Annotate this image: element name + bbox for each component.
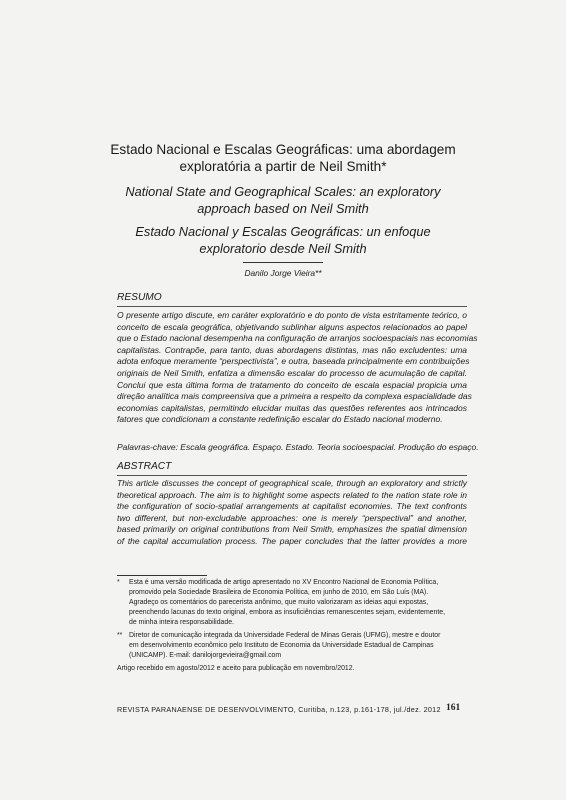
footnote-2	[117, 631, 467, 661]
author-divider	[243, 262, 323, 263]
footnote-line: Agradeço os comentários do parecerista anônimo, que muito valorizaram as ideias aqui expostas,	[129, 599, 429, 606]
footnote-line: Diretor de comunicação integrada da Universidade Federal de Minas Gerais (UFMG), mestre e doutor	[129, 632, 441, 639]
footnote-1	[117, 578, 467, 628]
resumo-line: capitalistas. Contrapõe, para tanto, duas abordagens distintas, mas não excludentes: uma	[117, 344, 467, 355]
abstract-line: of the capital accumulation process. The paper concludes that the latter provides a more	[117, 535, 467, 546]
title-en-line: approach based on Neil Smith	[197, 201, 369, 216]
resumo-line: direção analítica mais compreensiva que a primeira a respeito da complexa espacialidade das	[117, 391, 472, 402]
abstract-body	[117, 478, 467, 548]
resumo-line: Conclui que esta última forma de tratamento do conceito de escala espacial propicia uma	[117, 379, 467, 390]
resumo-line: originais de Neil Smith, enfatiza a dimensão escalar do processo de acumulação de capital.	[117, 367, 467, 378]
author-name: Danilo Jorge Vieira**	[244, 268, 322, 278]
resumo-line: que o Estado nacional desempenha na configuração de arranjos socioespaciais nas economias	[117, 333, 478, 344]
resumo-line: fatores que condicionam a constante redefinição escalar do Estado nacional moderno.	[117, 414, 443, 425]
abstract-heading: ABSTRACT	[117, 461, 172, 472]
footnote-marker: *	[117, 579, 120, 586]
abstract-divider	[117, 475, 467, 476]
abstract-line: two different, but non-excludable approaches: one is merely “perspectival” and another,	[117, 512, 467, 523]
footnote-line: em desenvolvimento econômico pelo Instituto de Economia da Universidade Estadual de Campinas	[129, 642, 434, 649]
title-pt-line: Estado Nacional e Escalas Geográficas: uma abordagem	[110, 142, 456, 157]
resumo-line: adota enfoque meramente “perspectivista”, e outra, baseada principalmente em contribuições	[117, 356, 470, 367]
footnote-line: (UNICAMP). E-mail: danilojorgevieira@gmail.com	[129, 652, 282, 659]
title-portuguese	[100, 141, 466, 175]
resumo-line: economias capitalistas, permitindo elucidar muitas das questões referentes aos intrincados	[117, 402, 467, 413]
page-number: 161	[446, 703, 461, 713]
footnote-line: de minha inteira responsabilidade.	[129, 619, 234, 626]
abstract-line: based primarily on original contributions from Neil Smith, emphasizes the spatial dimension	[117, 524, 467, 535]
footnote-divider	[117, 575, 207, 576]
footnote-line: Esta é uma versão modificada de artigo apresentado no XV Encontro Nacional de Economia Política,	[129, 579, 439, 586]
keywords	[117, 442, 479, 454]
title-spanish	[100, 223, 466, 257]
title-es-line: exploratorio desde Neil Smith	[199, 241, 367, 256]
footnote-marker: **	[117, 632, 123, 639]
journal-footer: REVISTA PARANAENSE DE DESENVOLVIMENTO, Curitiba, n.123, p.161-178, jul./dez. 2012	[117, 705, 441, 714]
resumo-line: conceito de escala geográfica, objetivando sublinhar alguns aspectos relacionados ao papel	[117, 321, 467, 332]
footnotes	[117, 578, 467, 674]
resumo-line: O presente artigo discute, em caráter exploratório e do ponto de vista estritamente teórico, o	[117, 310, 467, 320]
resumo-divider	[117, 306, 467, 307]
title-es-line: Estado Nacional y Escalas Geográficas: un enfoque	[135, 224, 431, 239]
resumo-heading: RESUMO	[117, 292, 162, 303]
abstract-line: the configuration of socio-spatial arrangements at capitalist economies. The text confronts	[117, 501, 467, 512]
keywords-line: Palavras-chave: Escala geográfica. Espaço. Estado. Teoria socioespacial. Produção do espaço.	[117, 442, 479, 452]
title-english	[100, 183, 466, 217]
title-pt-line: exploratória a partir de Neil Smith*	[179, 159, 387, 174]
resumo-body	[117, 310, 478, 426]
footnote-line: promovido pela Sociedade Brasileira de Economia Política, em junho de 2010, em São Luís (MA).	[129, 589, 429, 596]
abstract-line: theoretical approach. The aim is to highlight some aspects related to the nation state role in	[117, 489, 467, 500]
received-date: Artigo recebido em agosto/2012 e aceito para publicação em novembro/2012.	[117, 665, 355, 672]
abstract-line: This article discusses the concept of geographical scale, through an exploratory and strictly	[117, 478, 467, 488]
title-en-line: National State and Geographical Scales: an exploratory	[125, 184, 441, 199]
footnote-line: preenchendo lacunas do texto original, embora as insuficiências remanescentes sejam, evidentemente,	[129, 609, 446, 616]
